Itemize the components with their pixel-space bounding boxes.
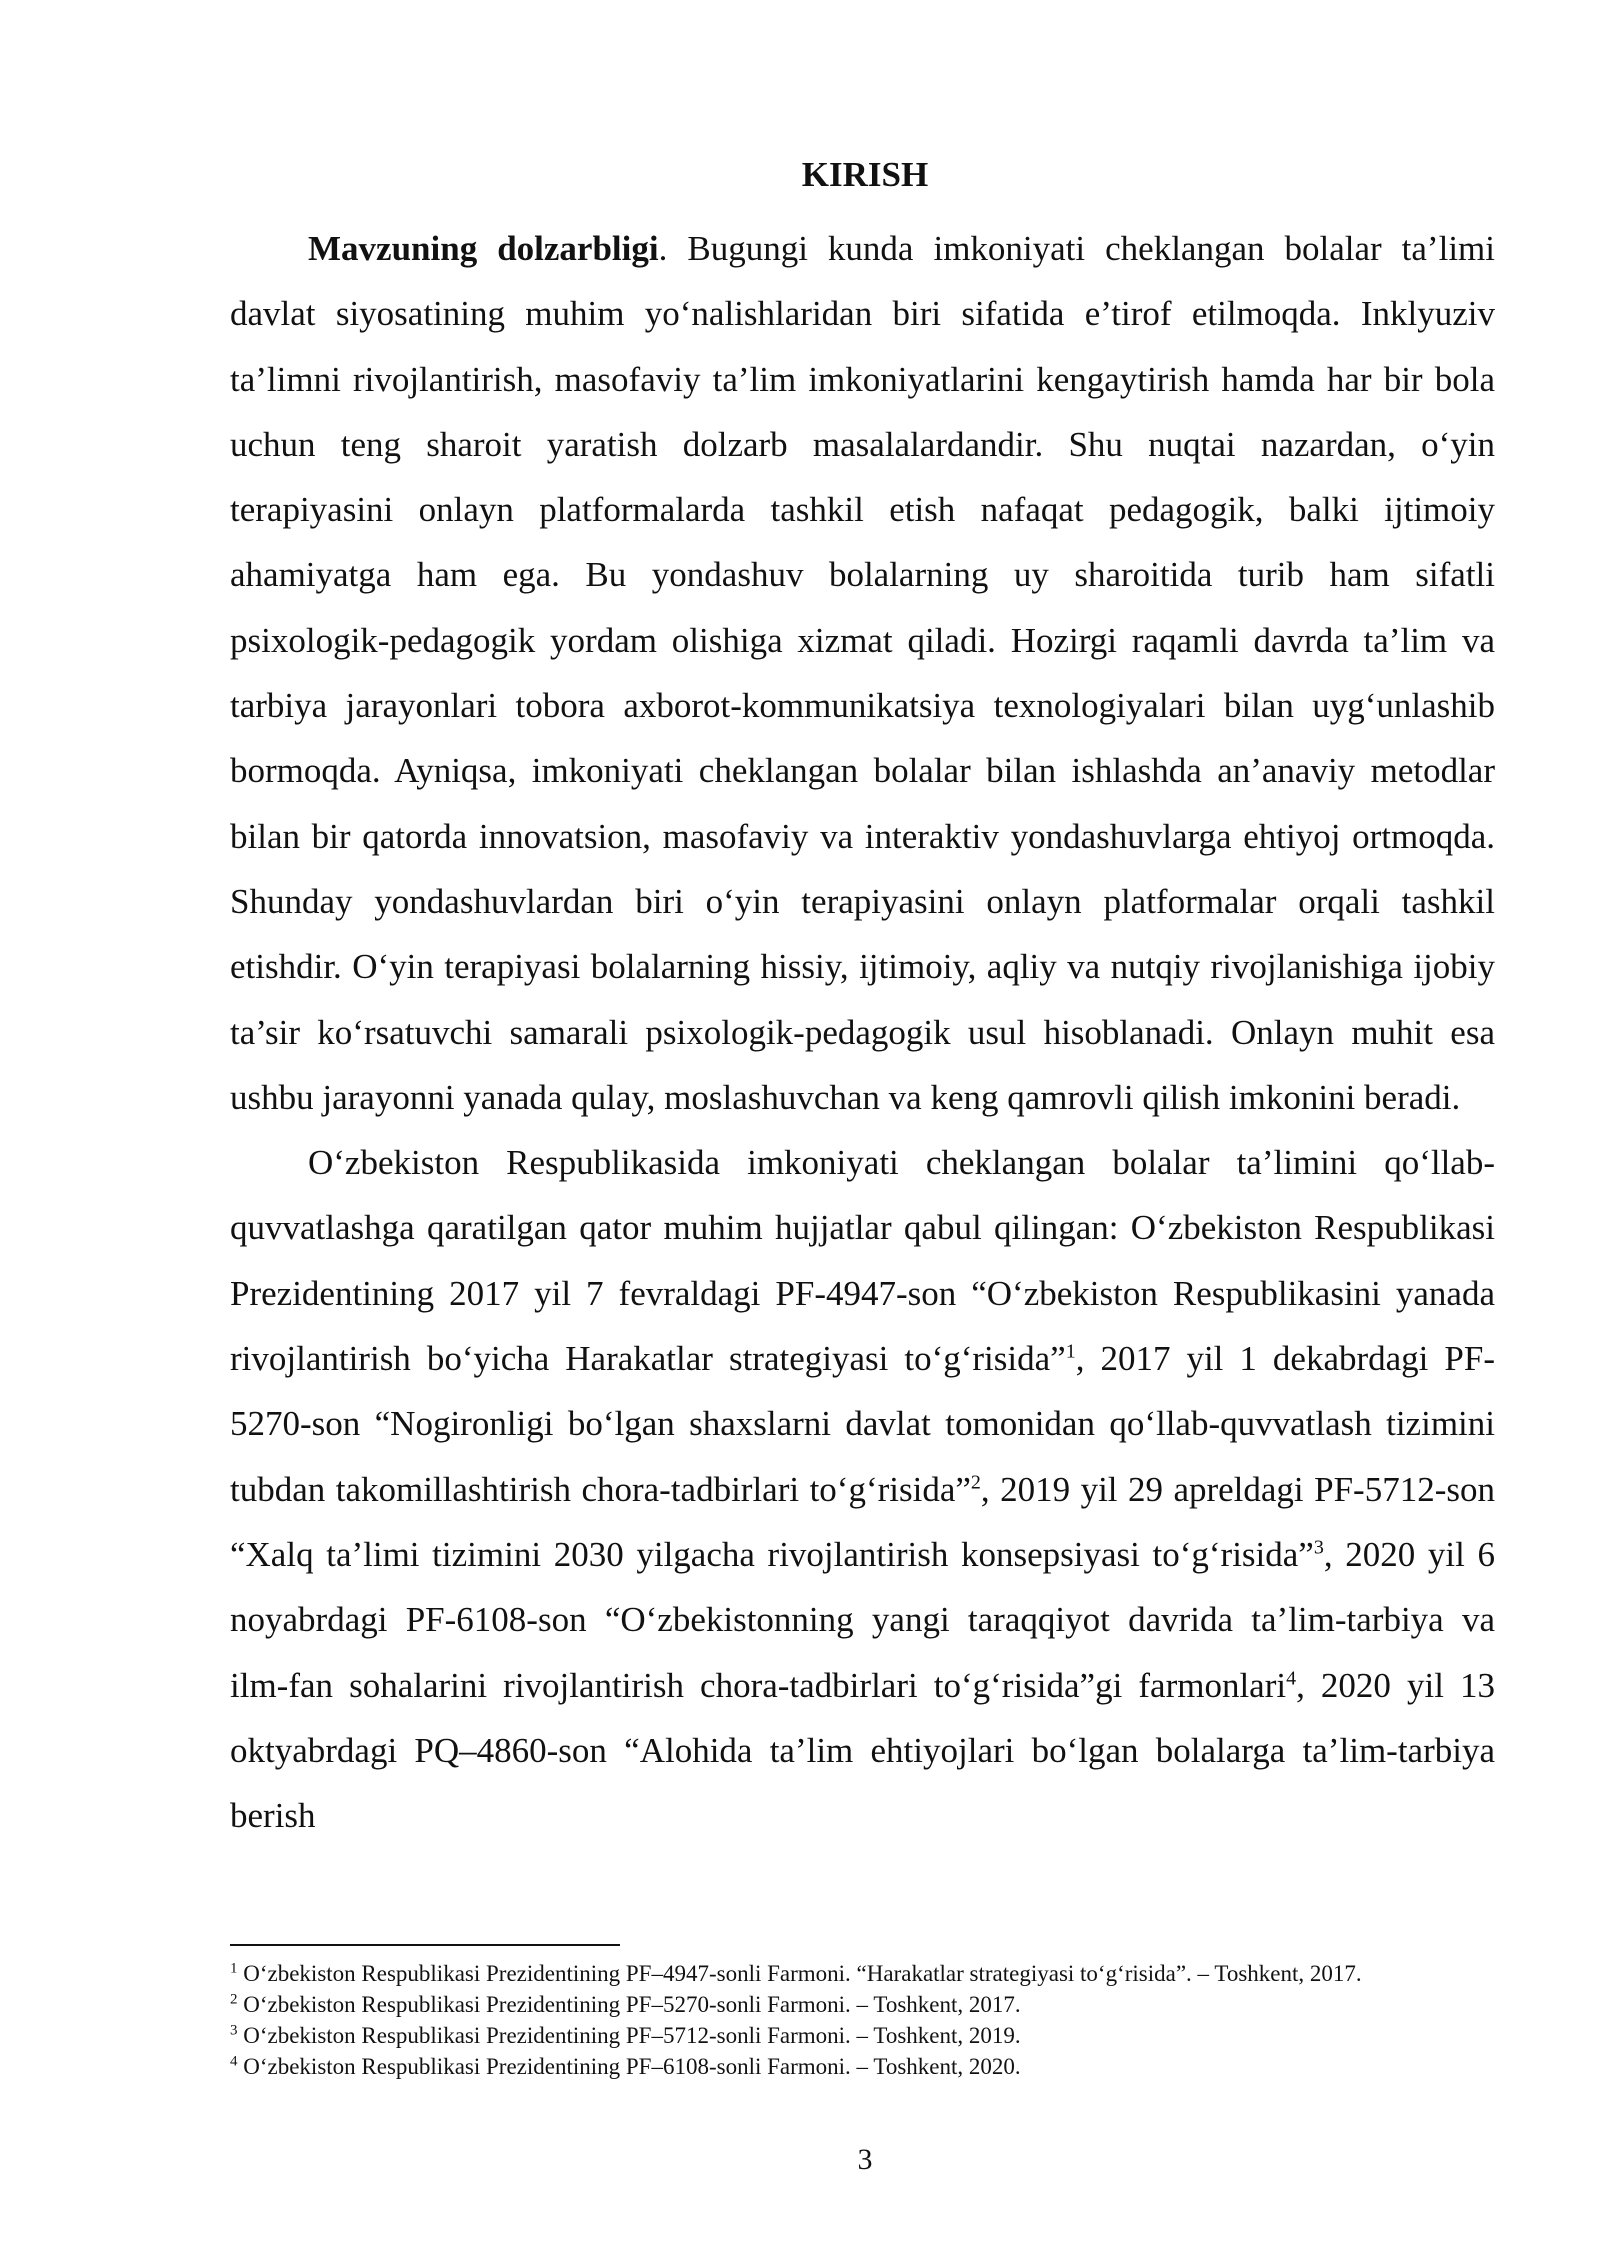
footnote-text: O‘zbekiston Respublikasi Prezidentining PF–4947-sonli Farmoni. “Harakatlar strategiyasi to‘g‘risida”. – Toshkent, 2017.: [237, 1961, 1362, 1986]
footnote-reference[interactable]: 4: [1286, 1666, 1297, 1689]
page-number: 3: [857, 2143, 873, 2176]
footnote-reference[interactable]: 3: [1313, 1536, 1324, 1559]
footnote-reference[interactable]: 1: [1065, 1340, 1076, 1363]
footnote-item: [230, 1958, 1495, 1989]
footnote-mark: 1: [230, 1960, 238, 1977]
footnote-text: O‘zbekiston Respublikasi Prezidentining PF–5712-sonli Farmoni. – Toshkent, 2019.: [237, 2023, 1021, 2048]
paragraph-segment: , 2020 yil 6 noyabrdagi PF-6108-son “O‘zbekistonning yangi taraqqiyot davrida ta’lim-tarbiya va ilm-fan sohalarini rivojlantirish chora-tadbirlari to‘g‘risida”gi farmonlari: [230, 1534, 1495, 1705]
footnotes: [230, 1958, 1495, 2082]
paragraph-segment: O‘zbekiston Respublikasida imkoniyati cheklangan bolalar ta’limini qo‘llab-quvvatlashga qaratilgan qator muhim hujjatlar qabul qilingan: O‘zbekiston Respublikasi Prezidentining 2017 yil 7 fevraldagi PF-4947-son “O‘zbekiston Respublikasini yanada rivojlantirish bo‘yicha Harakatlar strategiyasi to‘g‘risida”: [230, 1143, 1495, 1379]
paragraph-segment: , 2019 yil 29 apreldagi PF-5712-son “Xalq ta’limi tizimini 2030 yilgacha rivojlantirish konsepsiyasi to‘g‘risida”: [230, 1469, 1495, 1574]
paragraph-segment: , 2017 yil 1 dekabrdagi PF-5270-son “Nogironligi bo‘lgan shaxslarni davlat tomonidan qo‘llab-quvvatlash tizimini tubdan takomillashtirish chora-tadbirlari to‘g‘risida”: [230, 1339, 1495, 1509]
footnote-mark: 2: [230, 1991, 238, 2008]
footnote-mark: 3: [230, 2022, 238, 2039]
footnote-item: [230, 2051, 1495, 2082]
paragraph-segment: , 2020 yil 13 oktyabrdagi PQ–4860-son “Alohida ta’lim ehtiyojlari bo‘lgan bolalarga ta’lim-tarbiya berish: [230, 1665, 1495, 1836]
footnote-mark: 4: [230, 2053, 238, 2070]
footnote-reference[interactable]: 2: [970, 1470, 981, 1493]
footnote-text: O‘zbekiston Respublikasi Prezidentining PF–6108-sonli Farmoni. – Toshkent, 2020.: [237, 2054, 1021, 2079]
paragraph-relevance: [230, 216, 1495, 1130]
footnote-item: [230, 2020, 1495, 2051]
footnote-divider: [230, 1944, 620, 1946]
body-text: [230, 216, 1495, 1848]
section-heading: KIRISH: [801, 155, 929, 194]
paragraph-text: . Bugungi kunda imkoniyati cheklangan bolalar ta’limi davlat siyosatining muhim yo‘nalishlaridan biri sifatida e’tirof etilmoqda. Inklyuziv ta’limni rivojlantirish, masofaviy ta’lim imkoniyatlarini kengaytirish hamda har bir bola uchun teng sharoit yaratish dolzarb masalalardandir. Shu nuqtai nazardan, o‘yin terapiyasini onlayn platformalarda tashkil etish nafaqat pedagogik, balki ijtimoiy ahamiyatga ham ega. Bu yondashuv bolalarning uy sharoitida turib ham sifatli psixologik-pedagogik yordam olishiga xizmat qiladi. Hozirgi raqamli davrda ta’lim va tarbiya jarayonlari tobora axborot-kommunikatsiya texnologiyalari bilan uyg‘unlashib bormoqda. Ayniqsa, imkoniyati cheklangan bolalar bilan ishlashda an’anaviy metodlar bilan bir qatorda innovatsion, masofaviy va interaktiv yondashuvlarga ehtiyoj ortmoqda. Shunday yondashuvlardan biri o‘yin terapiyasini onlayn platformalar orqali tashkil etishdir. O‘yin terapiyasi bolalarning hissiy, ijtimoiy, aqliy va nutqiy rivojlanishiga ijobiy ta’sir ko‘rsatuvchi samarali psixologik-pedagogik usul hisoblanadi. Onlayn muhit esa ushbu jarayonni yanada qulay, moslashuvchan va keng qamrovli qilish imkonini beradi.: [230, 229, 1495, 1117]
paragraph-lead: Mavzuning dolzarbligi: [308, 229, 659, 268]
footnote-text: O‘zbekiston Respublikasi Prezidentining PF–5270-sonli Farmoni. – Toshkent, 2017.: [237, 1992, 1021, 2017]
footnote-item: [230, 1989, 1495, 2020]
paragraph-legislation: [230, 1130, 1495, 1848]
